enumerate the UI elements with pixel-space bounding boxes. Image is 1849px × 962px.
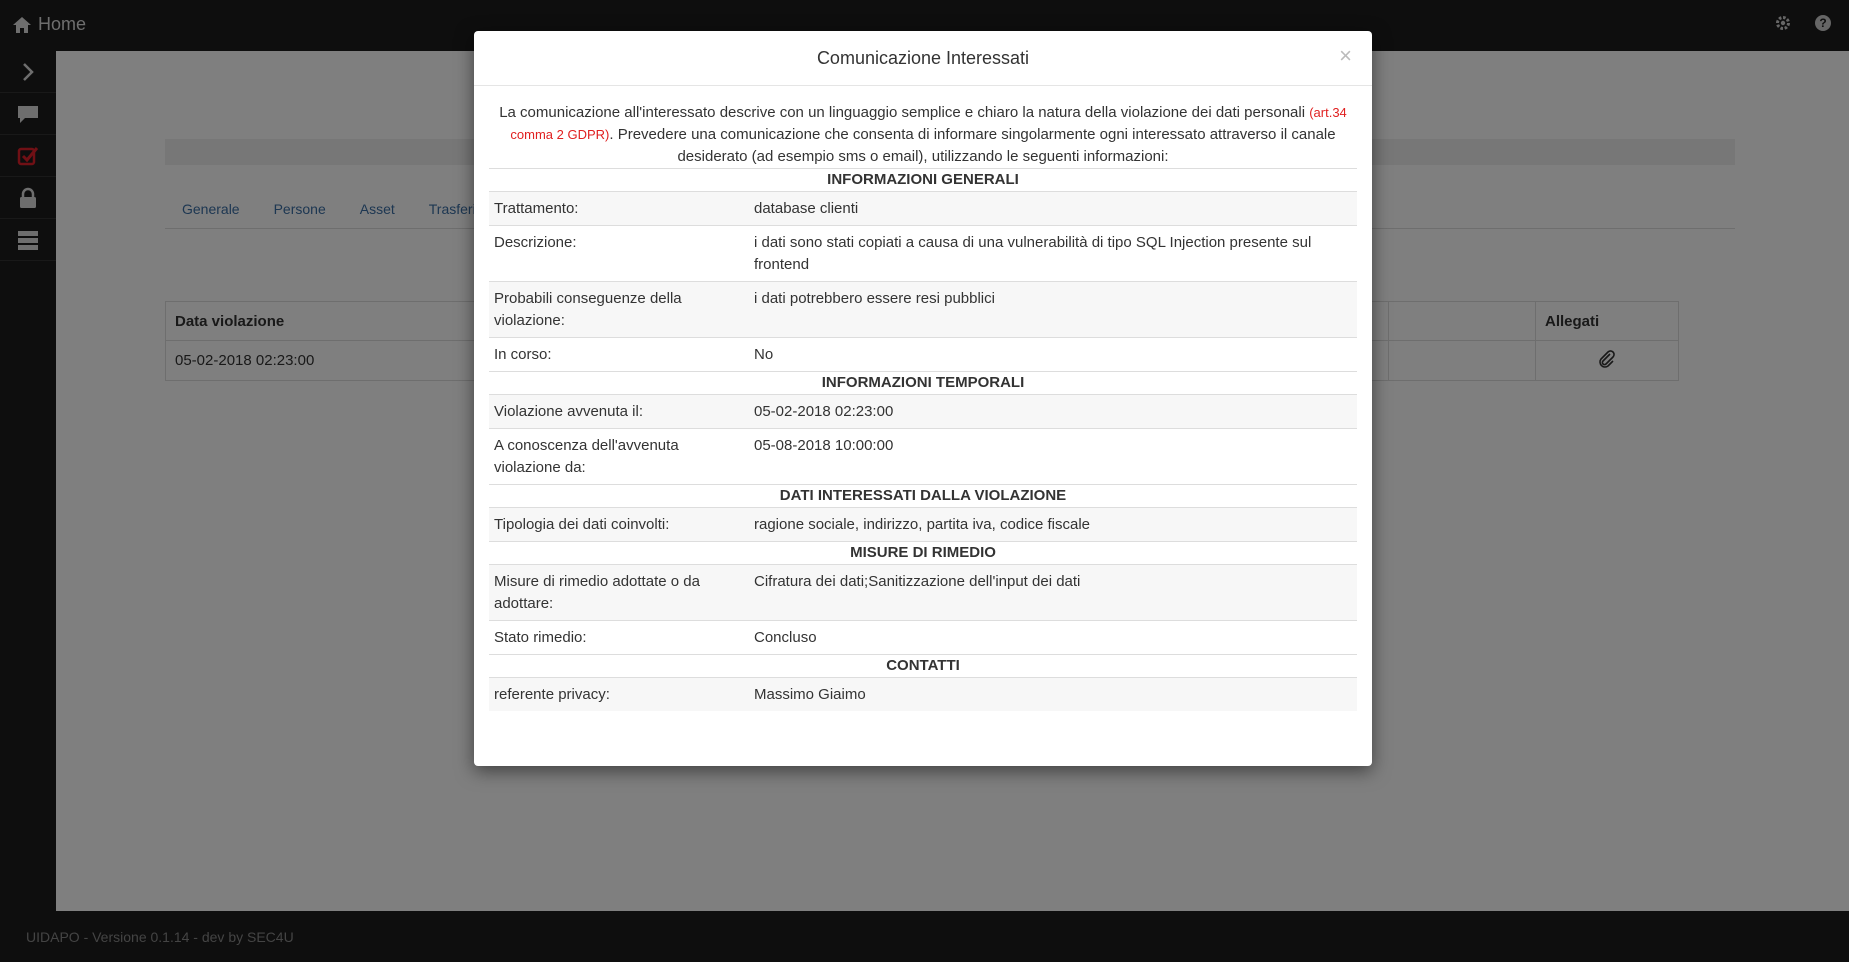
field-value: ragione sociale, indirizzo, partita iva, codice fiscale bbox=[749, 508, 1357, 542]
table-row bbox=[489, 338, 1357, 372]
field-label: Misure di rimedio adottate o da adottare: bbox=[489, 565, 749, 621]
gdpr-reference: (art.34 comma 2 GDPR) bbox=[510, 105, 1347, 142]
table-row bbox=[489, 621, 1357, 655]
modal-body bbox=[474, 86, 1372, 711]
section-title-contatti: CONTATTI bbox=[489, 655, 1357, 678]
section-header bbox=[489, 169, 1357, 192]
table-row bbox=[489, 429, 1357, 485]
field-label: Descrizione: bbox=[489, 226, 749, 282]
communication-modal bbox=[474, 31, 1372, 766]
section-title-temporali: INFORMAZIONI TEMPORALI bbox=[489, 372, 1357, 395]
field-label: Probabili conseguenze della violazione: bbox=[489, 282, 749, 338]
field-value: Cifratura dei dati;Sanitizzazione dell'input dei dati bbox=[749, 565, 1357, 621]
field-label: In corso: bbox=[489, 338, 749, 372]
table-row bbox=[489, 282, 1357, 338]
intro-part2: . Prevedere una comunicazione che consenta di informare singolarmente ogni interessato attraverso il canale desiderato (ad esempio sms o email), utilizzando le seguenti informazioni: bbox=[609, 126, 1336, 165]
table-row bbox=[489, 395, 1357, 429]
table-row bbox=[489, 678, 1357, 712]
field-value: 05-08-2018 10:00:00 bbox=[749, 429, 1357, 485]
intro-part1: La comunicazione all'interessato descrive con un linguaggio semplice e chiaro la natura della violazione dei dati personali bbox=[499, 104, 1310, 121]
section-title-dati: DATI INTERESSATI DALLA VIOLAZIONE bbox=[489, 485, 1357, 508]
field-label: A conoscenza dell'avvenuta violazione da: bbox=[489, 429, 749, 485]
table-row bbox=[489, 565, 1357, 621]
close-button[interactable]: × bbox=[1339, 43, 1352, 68]
field-label: referente privacy: bbox=[489, 678, 749, 712]
section-title-rimedio: MISURE DI RIMEDIO bbox=[489, 542, 1357, 565]
field-value: database clienti bbox=[749, 192, 1357, 226]
field-label: Tipologia dei dati coinvolti: bbox=[489, 508, 749, 542]
field-value: Concluso bbox=[749, 621, 1357, 655]
section-header bbox=[489, 372, 1357, 395]
field-value: 05-02-2018 02:23:00 bbox=[749, 395, 1357, 429]
table-row bbox=[489, 508, 1357, 542]
field-label: Violazione avvenuta il: bbox=[489, 395, 749, 429]
table-row bbox=[489, 192, 1357, 226]
modal-title: Comunicazione Interessati bbox=[816, 48, 1030, 68]
section-title-generali: INFORMAZIONI GENERALI bbox=[489, 169, 1357, 192]
field-value: No bbox=[749, 338, 1357, 372]
intro-text bbox=[489, 102, 1357, 168]
field-label: Trattamento: bbox=[489, 192, 749, 226]
field-value: Massimo Giaimo bbox=[749, 678, 1357, 712]
field-value: i dati potrebbero essere resi pubblici bbox=[749, 282, 1357, 338]
info-table bbox=[489, 168, 1357, 711]
section-header bbox=[489, 542, 1357, 565]
table-row bbox=[489, 226, 1357, 282]
field-label: Stato rimedio: bbox=[489, 621, 749, 655]
section-header bbox=[489, 655, 1357, 678]
modal-header bbox=[474, 31, 1372, 86]
section-header bbox=[489, 485, 1357, 508]
field-value: i dati sono stati copiati a causa di una vulnerabilità di tipo SQL Injection presente sul frontend bbox=[749, 226, 1357, 282]
